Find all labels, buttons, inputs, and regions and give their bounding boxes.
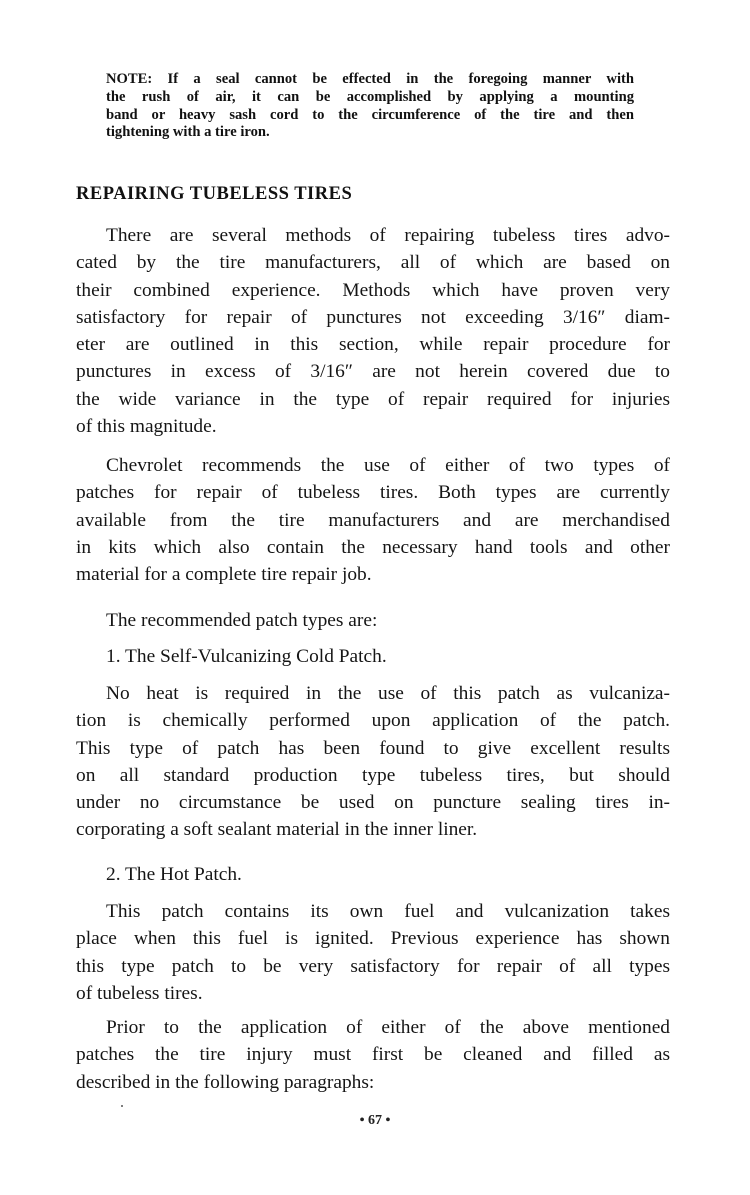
note-block (106, 71, 634, 142)
list-item-cold-patch: 1. The Self-Vulcanizing Cold Patch. (106, 646, 387, 667)
text-line: cated by the tire manufacturers, all of which are based on (76, 252, 670, 274)
text-line: available from the tire manufacturers and are merchandised (76, 509, 670, 531)
paragraph-recommendation (76, 452, 670, 588)
text-line: under no circumstance be used on puncture sealing tires in- (76, 792, 670, 814)
paragraph-prior (76, 1014, 670, 1096)
note-line: tightening with a tire iron. (106, 124, 270, 141)
text-line: punctures in excess of 3/16″ are not herein covered due to (76, 361, 670, 383)
list-item-hot-patch: 2. The Hot Patch. (106, 864, 242, 885)
text-line: eter are outlined in this section, while repair procedure for (76, 334, 670, 356)
text-line: Chevrolet recommends the use of either of two types of (106, 455, 670, 476)
text-line: patches the tire injury must first be cleaned and filled as (76, 1044, 670, 1066)
text-line: of this magnitude. (76, 416, 217, 438)
paragraph-cold-patch (76, 680, 670, 844)
page-number: • 67 • (359, 1113, 391, 1128)
text-line: No heat is required in the use of this patch as vulcaniza- (106, 683, 670, 704)
patch-types-intro: The recommended patch types are: (106, 610, 378, 631)
paragraph-intro (76, 222, 670, 440)
text-line: satisfactory for repair of punctures not exceeding 3/16″ diam- (76, 306, 670, 328)
text-line: this type patch to be very satisfactory for repair of all types (76, 955, 670, 977)
text-line: on all standard production type tubeless tires, but should (76, 764, 670, 786)
scan-speck (121, 1105, 123, 1107)
note-line: NOTE: If a seal cannot be effected in the foregoing manner with (106, 71, 634, 87)
text-line: There are several methods of repairing tubeless tires advo- (106, 225, 670, 246)
text-line: described in the following paragraphs: (76, 1071, 375, 1093)
text-line: This patch contains its own fuel and vulcanization takes (106, 901, 670, 922)
text-line: patches for repair of tubeless tires. Both types are currently (76, 482, 670, 504)
text-line: material for a complete tire repair job. (76, 564, 372, 586)
text-line: of tubeless tires. (76, 982, 203, 1004)
text-line: place when this fuel is ignited. Previous experience has shown (76, 928, 670, 950)
paragraph-hot-patch (76, 898, 670, 1007)
text-line: tion is chemically performed upon application of the patch. (76, 710, 670, 732)
text-line: their combined experience. Methods which have proven very (76, 279, 670, 301)
text-line: Prior to the application of either of the above mentioned (106, 1017, 670, 1038)
note-line: the rush of air, it can be accomplished by applying a mounting (106, 88, 634, 105)
text-line: the wide variance in the type of repair required for injuries (76, 388, 670, 410)
section-heading: REPAIRING TUBELESS TIRES (76, 184, 353, 204)
text-line: corporating a soft sealant material in the inner liner. (76, 819, 478, 841)
note-line: band or heavy sash cord to the circumference of the tire and then (106, 106, 634, 123)
text-line: in kits which also contain the necessary hand tools and other (76, 536, 670, 558)
text-line: This type of patch has been found to give excellent results (76, 737, 670, 759)
